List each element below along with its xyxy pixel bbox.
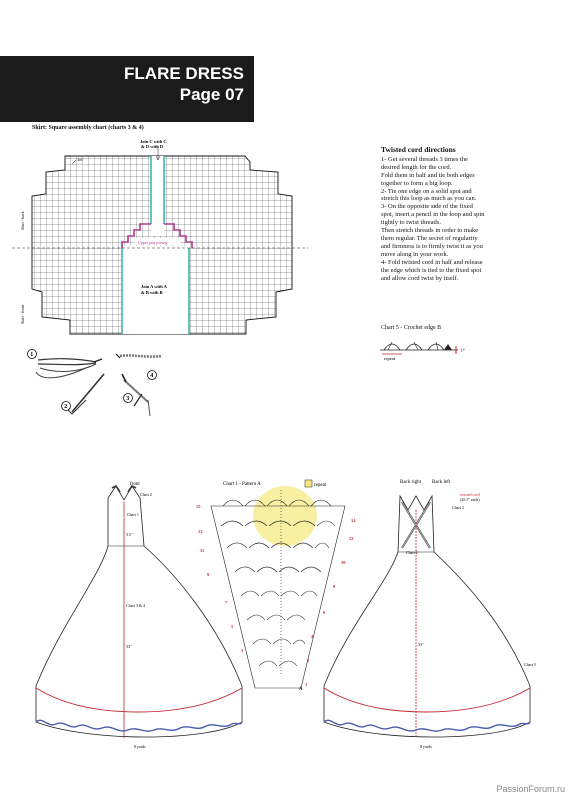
step-number-4: 4 — [150, 373, 154, 380]
chart1-start-marker: A — [299, 687, 303, 692]
skirt-front-label: Skirt - front — [20, 305, 25, 324]
chart5-crochet-edge — [378, 334, 473, 362]
chart5-start-label: 1* — [460, 349, 465, 354]
row-7: 7 — [225, 600, 228, 605]
row-11: 11 — [200, 548, 205, 553]
direction-step: 3- On the opposite side of the fixed spot, insert a pencil in the loop and spin tightly to twist threads. — [381, 203, 485, 227]
front-measure-bodice: 3.5" — [126, 532, 133, 537]
row-10: 10 — [341, 560, 346, 565]
direction-step: 4- Fold twisted cord in half and release the edge which is tied to the fixed spot and allow cord twist by itself. — [381, 258, 483, 282]
row-8: 8 — [333, 584, 336, 589]
row-3: 3 — [241, 648, 244, 653]
back-chart1-label: Chart 1 — [406, 550, 418, 555]
back-bottom-label: 8 yards — [420, 744, 432, 749]
twisted-cord-label: twisted cord — [460, 492, 480, 497]
skirt-assembly-chart — [10, 134, 310, 344]
front-label: front — [130, 482, 140, 487]
front-measure-skirt: 33" — [126, 644, 132, 649]
row-5: 5 — [231, 624, 234, 629]
direction-step: 1- Get several threads 3 times the desired length for the cord. — [381, 155, 468, 171]
twisted-cord-directions — [381, 146, 486, 282]
join-a-label: Join A with A — [141, 284, 167, 289]
skirt-chart-title: Skirt: Square assembly chart (charts 3 & 4) — [32, 125, 144, 131]
row-15: 15 — [196, 504, 201, 509]
step-number-1: 1 — [30, 352, 34, 359]
third-label: 3rd — [77, 157, 83, 162]
chart5-title: Chart 5 - Crochet edge B — [381, 325, 442, 331]
row-1: 1 — [305, 682, 308, 687]
direction-step: 2- Tie one edge on a solid spot and stretch this loop as much as you can. — [381, 187, 477, 203]
watermark: PassionForum.ru — [496, 784, 565, 794]
back-measure-skirt: 33" — [418, 642, 424, 647]
page-title: FLARE DRESS — [124, 64, 244, 83]
skirt-back-label: Skirt - back — [20, 211, 25, 230]
direction-step: Fold them in half and tie both edges together to form a big loop. — [381, 171, 475, 187]
directions-heading: Twisted cord directions — [381, 145, 456, 154]
back-chart5-label: Chart 5 — [524, 662, 536, 667]
back-dress-diagram — [316, 476, 556, 756]
row-4: 4 — [311, 634, 314, 639]
front-chart34-label: Chart 3 & 4 — [126, 603, 145, 608]
join-d-label: & D with D — [141, 144, 164, 149]
front-bottom-label: 8 yards — [134, 744, 146, 749]
chart1-repeat-label: repeat — [314, 483, 327, 488]
back-right-label: Back right — [400, 480, 421, 485]
front-chart1-label: Chart 1 — [127, 512, 139, 517]
row-14: 14 — [351, 518, 356, 523]
back-chart2-label: Chart 2 — [452, 505, 464, 510]
cord-length-label: (45.5" each) — [460, 497, 480, 502]
page-number: Page 07 — [179, 85, 244, 104]
row-6: 6 — [323, 610, 326, 615]
join-b-label: & B with B — [141, 290, 163, 295]
front-chart2-label: Chart 2 — [140, 492, 152, 497]
row-9: 9 — [207, 572, 210, 577]
row-2: 2 — [307, 658, 310, 663]
twisted-cord-illustration — [24, 344, 184, 426]
back-left-label: Back left — [432, 480, 451, 485]
step-number-2: 2 — [64, 404, 68, 411]
direction-step: Then stretch threads in order to make them regular. The secret of regularity and firmness is to firmly twist it as you move along in your work. — [381, 227, 483, 258]
title-banner — [0, 56, 254, 122]
join-c-label: Join C with C — [140, 139, 167, 144]
step-number-3: 3 — [126, 396, 130, 403]
row-12: 12 — [349, 536, 354, 541]
chart5-repeat-label: repeat — [384, 356, 395, 361]
upper-joining-label: Upper part joining — [138, 240, 168, 245]
chart1-title: Chart 1 - Pattern A — [223, 482, 261, 487]
row-13: 13 — [198, 529, 203, 534]
